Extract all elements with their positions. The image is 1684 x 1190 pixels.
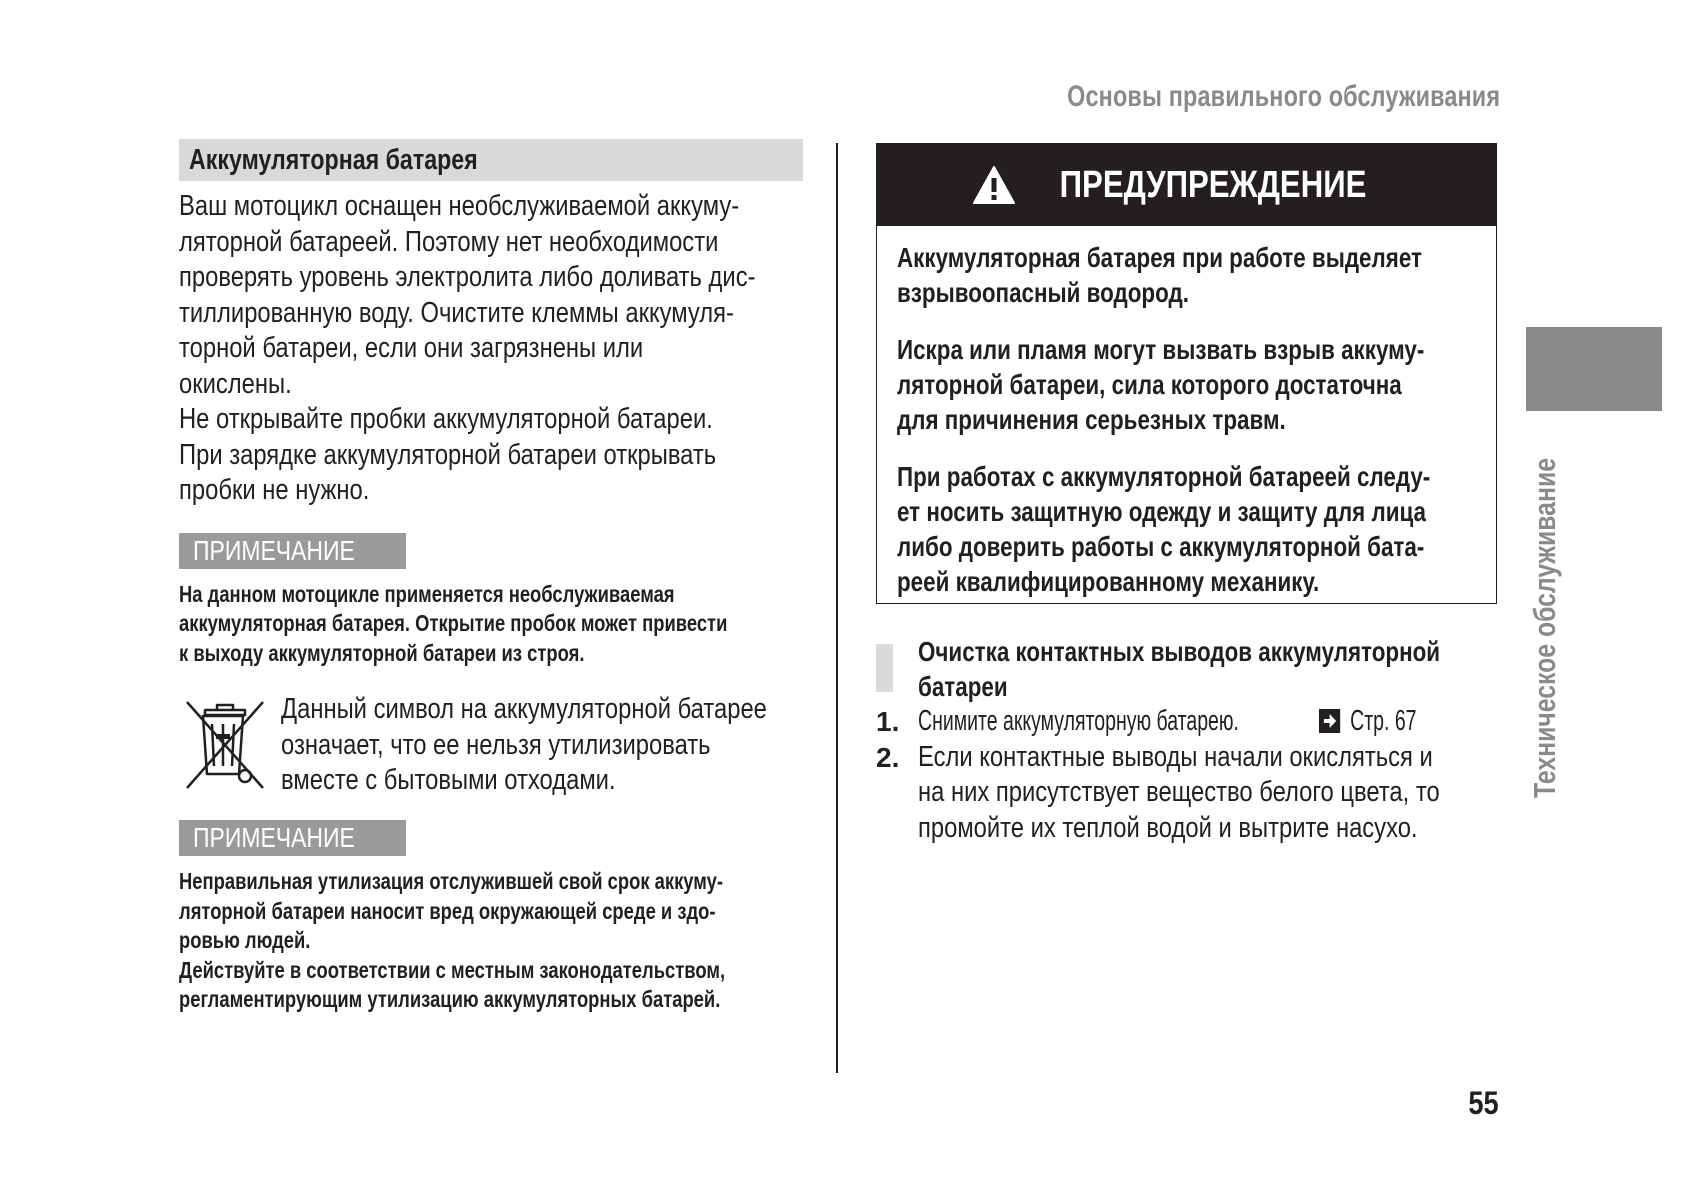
section-title: Аккумуляторная батарея	[179, 139, 803, 181]
cleaning-section	[876, 634, 1496, 846]
running-header: Основы правильного обслуживания	[1066, 80, 1500, 113]
note-label: ПРИМЕЧАНИЕ	[179, 533, 406, 569]
page-reference-arrow-icon	[1319, 709, 1340, 733]
page-number: 55	[1468, 1085, 1499, 1121]
warning-title: ПРЕДУПРЕЖДЕНИЕ	[1060, 163, 1367, 206]
disposal-symbol-block: Данный символ на аккумуляторной батарее означает, что ее нельзя утилизировать вместе с бытовыми отходами.	[179, 692, 803, 804]
chapter-label: Техническое обслуживание	[1527, 458, 1562, 798]
crossed-out-wheelie-bin-icon	[179, 696, 271, 792]
step-1: 1. Снимите аккумуляторную батарею. Стр. 67	[876, 704, 1496, 740]
warning-body: Аккумуляторная батарея при работе выделяет взрывоопасный водород. Искра или пламя могут вызвать взрыв аккуму- ляторной батареи, сила которого достаточна для причинения серьезных травм. При работах с аккумуляторной батареей следу- ет носить защитную одежду и защиту для лица либо доверить работы с аккумуляторной бата- реей квалифицированному механику.	[897, 242, 1431, 597]
battery-section	[179, 139, 803, 1015]
section-body: Ваш мотоцикл оснащен необслуживаемой аккуму- ляторной батареей. Поэтому нет необходимости проверять уровень электролита либо доливать дис- тиллированную воду. Очистите клеммы аккумуля- торной батареи, если они загрязнены или окислены. Не открывайте пробки аккумуляторной батареи. При зарядке аккумуляторной батареи открывать пробки не нужно.	[179, 190, 756, 506]
warning-header	[877, 144, 1496, 226]
note-1: ПРИМЕЧАНИЕ На данном мотоцикле применяется необслуживаемая аккумуляторная батарея. Открытие пробок может привести к выходу аккумуляторной батареи из строя.	[179, 534, 728, 666]
page-reference-link[interactable]: Стр. 67	[1350, 705, 1417, 737]
note-2: ПРИМЕЧАНИЕ Неправильная утилизация отслужившей свой срок аккуму- ляторной батареи наносит вред окружающей среде и здо- ровью людей. Действуйте в соответствии с местным законодательством, регламентирующим утилизацию аккумуляторных батарей.	[179, 822, 726, 1012]
cleaning-title: Очистка контактных выводов аккумуляторной батареи	[918, 636, 1441, 702]
note-label: ПРИМЕЧАНИЕ	[179, 820, 406, 856]
warning-box	[876, 143, 1497, 604]
step-2: 2. Если контактные выводы начали окисляться и на них присутствует вещество белого цвета, то промойте их теплой водой и вытрите насухо.	[876, 740, 1440, 844]
warning-triangle-icon	[972, 165, 1016, 205]
subheading-marker	[876, 644, 893, 692]
column-divider	[836, 143, 838, 1073]
